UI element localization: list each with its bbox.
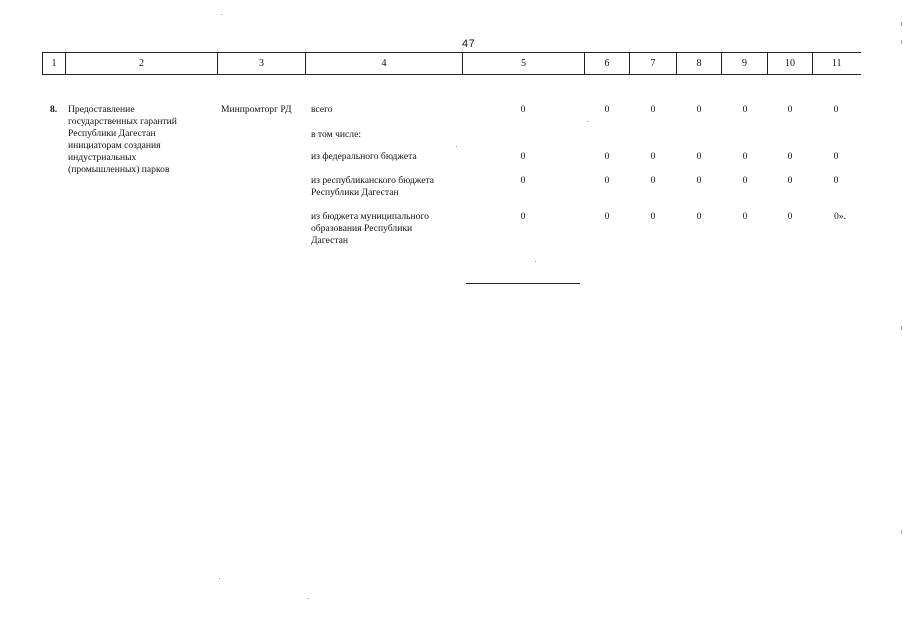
column-header-7: 7 <box>630 53 677 75</box>
value-col-9: 0 <box>742 151 748 162</box>
value-col-9: 0 <box>742 175 748 186</box>
column-header-5: 5 <box>463 53 585 75</box>
column-header-6: 6 <box>585 53 630 75</box>
subrow-label: из бюджета муниципального <box>311 211 429 222</box>
scan-speck <box>308 598 309 599</box>
value-col-9: 0 <box>742 211 748 222</box>
subrow-label: Республики Дагестан <box>311 187 399 198</box>
subrow-label: образования Республики <box>311 223 413 234</box>
measure-name-line: (промышленных) парков <box>68 164 170 175</box>
scan-speck <box>219 578 220 579</box>
executor: Минпромторг РД <box>221 104 292 115</box>
value-col-11: 0 <box>833 175 839 186</box>
value-col-5: 0 <box>520 175 526 186</box>
scan-edge-mark <box>901 40 902 44</box>
measure-name-line: индустриальных <box>68 152 137 163</box>
column-header-4: 4 <box>306 53 463 75</box>
value-col-10: 0 <box>787 151 793 162</box>
value-col-8: 0 <box>696 151 702 162</box>
measure-name-line: инициаторам создания <box>68 140 161 151</box>
scan-edge-mark <box>901 530 902 534</box>
scan-speck <box>221 14 222 15</box>
scan-speck <box>456 146 457 147</box>
subrow-label: из федерального бюджета <box>311 151 417 162</box>
value-col-6: 0 <box>604 151 610 162</box>
value-col-5: 0 <box>520 211 526 222</box>
value-col-7: 0 <box>650 175 656 186</box>
page-number: 47 <box>462 38 476 50</box>
value-col-10: 0 <box>787 211 793 222</box>
scan-edge-mark <box>901 326 902 330</box>
value-col-11: 0». <box>834 211 846 222</box>
closing-separator-line <box>466 283 580 284</box>
measure-name-line: Предоставление <box>68 104 135 115</box>
column-header-1: 1 <box>43 53 66 75</box>
value-col-11: 0 <box>833 151 839 162</box>
column-header-3: 3 <box>218 53 306 75</box>
value-col-10: 0 <box>787 175 793 186</box>
value-col-7: 0 <box>650 151 656 162</box>
value-col-8: 0 <box>696 104 702 115</box>
column-header-11: 11 <box>813 53 861 75</box>
subrow-label: всего <box>311 104 333 115</box>
value-col-8: 0 <box>696 175 702 186</box>
measure-name-line: Республики Дагестан <box>68 128 156 139</box>
column-header-9: 9 <box>722 53 768 75</box>
subrow-label: из республиканского бюджета <box>311 175 435 186</box>
value-col-5: 0 <box>520 104 526 115</box>
value-col-6: 0 <box>604 104 610 115</box>
value-col-7: 0 <box>650 211 656 222</box>
subrow-including-label: в том числе: <box>311 129 362 140</box>
value-col-10: 0 <box>787 104 793 115</box>
column-header-8: 8 <box>677 53 722 75</box>
scan-edge-mark <box>901 22 902 26</box>
scan-speck <box>535 261 536 262</box>
value-col-6: 0 <box>604 175 610 186</box>
measure-name-line: государственных гарантий <box>68 116 177 127</box>
value-col-8: 0 <box>696 211 702 222</box>
subrow-label: Дагестан <box>311 235 349 246</box>
column-header-2: 2 <box>66 53 218 75</box>
row-number: 8. <box>50 104 58 115</box>
value-col-6: 0 <box>604 211 610 222</box>
table-header <box>42 52 861 75</box>
value-col-5: 0 <box>520 151 526 162</box>
value-col-9: 0 <box>742 104 748 115</box>
value-col-7: 0 <box>650 104 656 115</box>
value-col-11: 0 <box>833 104 839 115</box>
scan-speck <box>587 121 588 122</box>
column-header-10: 10 <box>768 53 813 75</box>
